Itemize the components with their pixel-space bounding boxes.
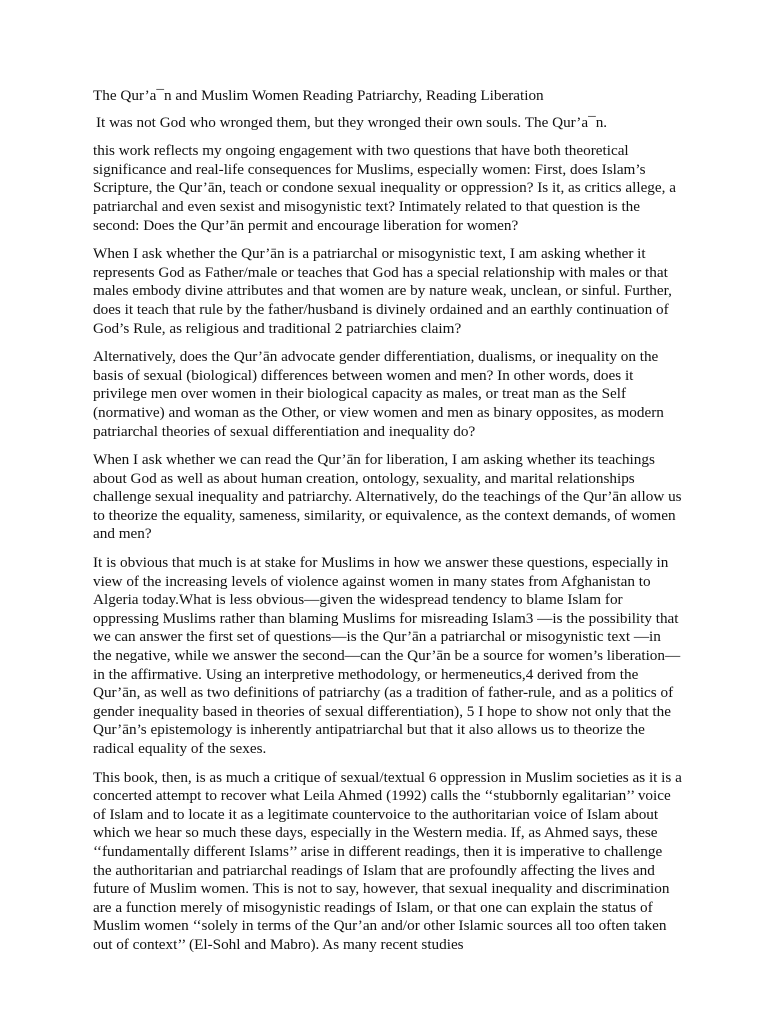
epigraph: It was not God who wronged them, but they wronged their own souls. The Qur’a¯n. <box>96 113 608 131</box>
paragraph-3: Alternatively, does the Qur’ān advocate gender differentiation, dualisms, or inequality on the basis of sexual (biological) differences between women and men? In other words, does it privilege men over women in their biological capacity as males, or treat man as the Self (normative) and woman as the Other, or view women and men as binary opposites, as modern patriarchal theories of sexual differentiation and inequality do? <box>93 348 664 440</box>
paragraph-2: When I ask whether the Qur’ān is a patriarchal or misogynistic text, I am asking whether it represents God as Father/male or teaches that God has a special relationship with males or that males embody divine attributes and that women are by nature weak, unclean, or sinful. Further, does it teach that rule by the father/husband is divinely ordained and an earthly continuation of God’s Rule, as religious and traditional 2 patriarchies claim? <box>93 245 672 337</box>
paragraph-1: this work reflects my ongoing engagement with two questions that have both theoretical significance and real-life consequences for Muslims, especially women: First, does Islam’s Scripture, the Qur’ān, teach or condone sexual inequality or oppression? Is it, as critics allege, a patriarchal and even sexist and misogynistic text? Intimately related to that question is the second: Does the Qur’ān permit and encourage liberation for women? <box>93 142 676 234</box>
paragraph-4: When I ask whether we can read the Qur’ān for liberation, I am asking whether its teachings about God as well as about human creation, ontology, sexuality, and marital relationships challenge sexual inequality and patriarchy. Alternatively, do the teachings of the Qur’ān allow us to theorize the equality, sameness, similarity, or equivalence, as the context demands, of women and men? <box>93 451 682 543</box>
paragraph-5: It is obvious that much is at stake for Muslims in how we answer these questions, especially in view of the increasing levels of violence against women in many states from Afghanistan to Algeria today.What is less obvious—given the widespread tendency to blame Islam for oppressing Muslims rather than blaming Muslims for misreading Islam3 —is the possibility that we can answer the first set of questions—is the Qur’ān a patriarchal or misogynistic text —in the negative, while we answer the second—can the Qur’ān be a source for women’s liberation—in the affirmative. Using an interpretive methodology, or hermeneutics,4 derived from the Qur’ān, as well as two definitions of patriarchy (as a tradition of father-rule, and as a politics of gender inequality based in theories of sexual differentiation), 5 I hope to show not only that the Qur’ān’s epistemology is inherently antipatriarchal but that it also allows us to theorize the radical equality of the sexes. <box>93 554 681 757</box>
paragraph-6: This book, then, is as much a critique of sexual/textual 6 oppression in Muslim societies as it is a concerted attempt to recover what Leila Ahmed (1992) calls the ‘‘stubbornly egalitarian’’ voice of Islam and to locate it as a legitimate countervoice to the authoritarian voice of Islam about which we hear so much these days, especially in the Western media. If, as Ahmed says, these ‘‘fundamentally different Islams’’ arise in different readings, then it is imperative to challenge the authoritarian and patriarchal readings of Islam that are profoundly affecting the lives and future of Muslim women. This is not to say, however, that sexual inequality and discrimination are a function merely of misogynistic readings of Islam, or that one can explain the status of Muslim women ‘‘solely in terms of the Qur’an and/or other Islamic sources all too often taken out of context’’ (El-Sohl and Mabro). As many recent studies <box>93 768 682 953</box>
document-title: The Qur’a¯n and Muslim Women Reading Patriarchy, Reading Liberation <box>93 87 544 104</box>
document-page <box>93 87 683 965</box>
